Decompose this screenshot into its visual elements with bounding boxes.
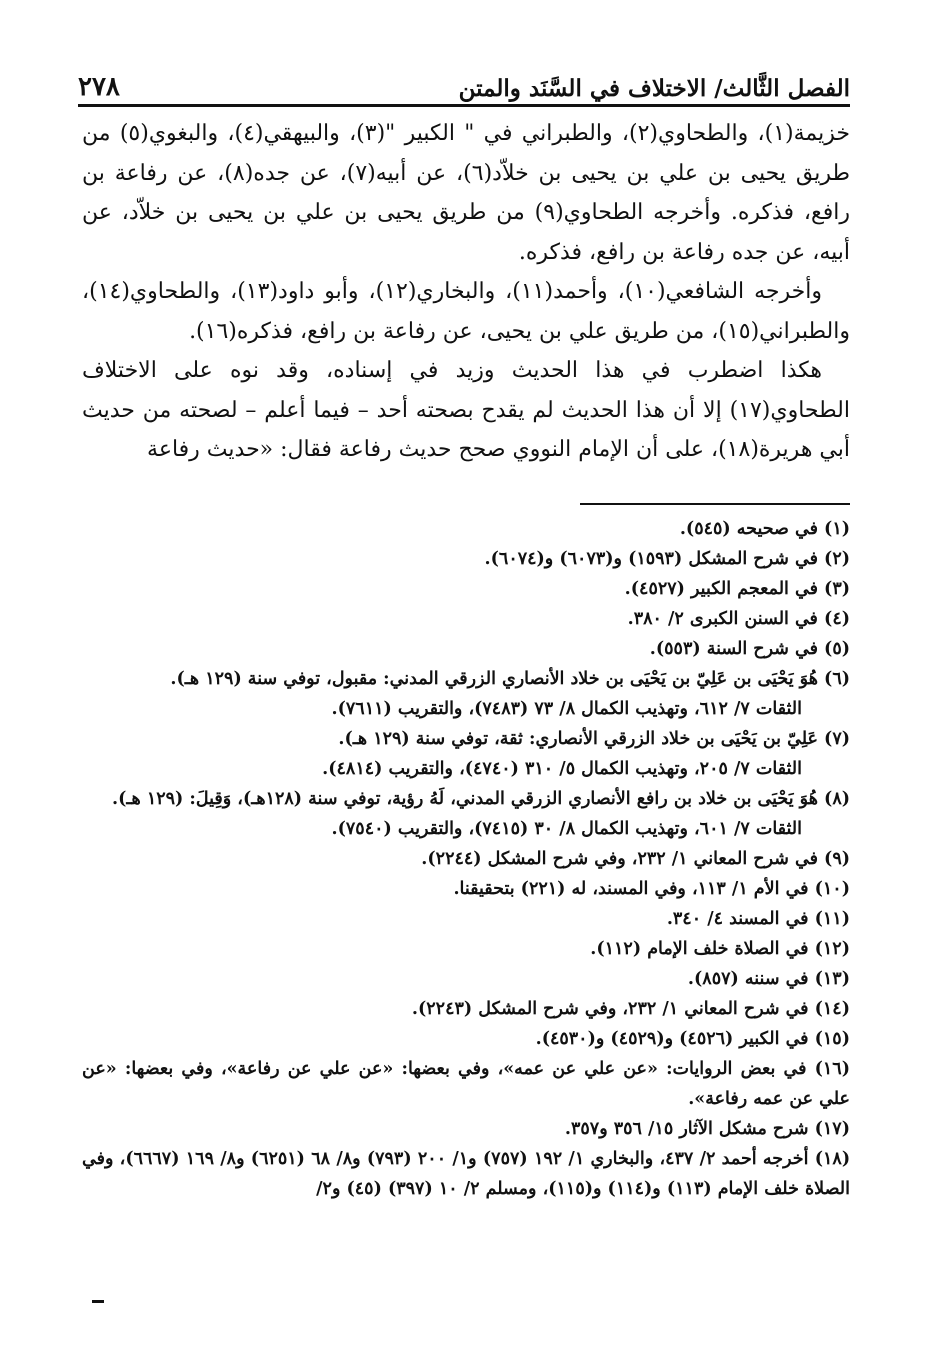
footnote-text: (٨) هُوَ يَحْيَى بن خلاد بن رافع الأنصاري الزرقي المدني، لَهُ رؤية، توفي سنة (١٢٨هـ)، وَقِيلَ: (١٢٩ هـ).: [111, 789, 850, 809]
footnote: [82, 544, 850, 574]
paragraph: هكذا اضطرب في هذا الحديث وزيد في إسناده، وقد نوه على الاختلاف الطحاوي(١٧) إلا أن هذا الحديث لم يقدح بصحته أحد – فيما أعلم – لصحته من حديث أبي هريرة(١٨)، على أن الإمام النووي صحح حديث رفاعة فقال: «حديث رفاعة: [82, 358, 850, 462]
footnote: [82, 1054, 850, 1114]
footnote-text: (١٠) في الأم ١/ ١١٣، وفي المسند، له (٢٢١) بتحقيقنا.: [453, 879, 850, 899]
footnote-text: (١٨) أخرجه أحمد ٢/ ٤٣٧، والبخاري ١/ ١٩٢ (٧٥٧) و١/ ٢٠٠ (٧٩٣) و٨/ ٦٨ (٦٢٥١) و٨/ ١٦٩ (٦٦٦٧)، وفي الصلاة خلف الإمام (١١٣) و(١١٤) و(١١٥)، ومسلم ٢/ ١٠ (٣٩٧) (٤٥) و٢/: [82, 1149, 851, 1199]
footnote-text: (٤) في السنن الكبرى ٢/ ٣٨٠.: [627, 609, 850, 629]
footnote: [82, 874, 850, 904]
footnote: [82, 634, 850, 664]
footnote-text: (١) في صحيحه (٥٤٥).: [679, 519, 850, 539]
footnote: [82, 724, 850, 784]
paragraph: خزيمة(١)، والطحاوي(٢)، والطبراني في " الكبير "(٣)، والبيهقي(٤)، والبغوي(٥) من طريق يحيى بن علي بن يحيى بن خلاّد(٦)، عن أبيه(٧)، عن جده(٨)، عن رفاعة بن رافع، فذكره. وأخرجه الطحاوي(٩) من طريق يحيى بن علي بن يحيى بن خلاّد، عن أبيه، عن جده رفاعة بن رافع، فذكره.: [82, 121, 850, 265]
footnote: [82, 1114, 850, 1144]
footnote-text: (٩) في شرح المعاني ١/ ٢٣٢، وفي شرح المشكل (٢٢٤٤).: [421, 849, 850, 869]
footnotes: [82, 514, 850, 1204]
footnote-separator: [580, 503, 850, 505]
footnote: [82, 514, 850, 544]
footnote: [82, 994, 850, 1024]
footnote-text: (١٦) في بعض الروايات: «عن علي عن عمه»، وفي بعضها: «عن علي عن رفاعة»، وفي بعضها: «عن علي عن عمه رفاعة».: [82, 1059, 850, 1109]
footnote: [82, 574, 850, 604]
footnote: [82, 664, 850, 724]
footnote-text: (١٧) شرح مشكل الآثار ١٥/ ٣٥٦ و٣٥٧.: [564, 1119, 850, 1139]
page-number: ٢٧٨: [78, 72, 120, 102]
footnote-text: (١٥) في الكبير (٤٥٢٦) و(٤٥٢٩) و(٤٥٣٠).: [535, 1029, 850, 1049]
continuation-dash: [92, 1300, 104, 1303]
footnote: [82, 784, 850, 844]
page-header: [78, 62, 850, 102]
main-text: [82, 114, 850, 470]
footnote: [82, 604, 850, 634]
footnote: [82, 844, 850, 874]
footnote: [82, 964, 850, 994]
footnote-text: (٣) في المعجم الكبير (٤٥٢٧).: [624, 579, 850, 599]
header-rule: [78, 104, 850, 107]
footnote: [82, 904, 850, 934]
paragraph: وأخرجه الشافعي(١٠)، وأحمد(١١)، والبخاري(١٢)، وأبو داود(١٣)، والطحاوي(١٤)، والطبراني(١٥)، من طريق علي بن يحيى، عن رفاعة بن رافع، فذكره(١٦).: [82, 279, 850, 344]
footnote: [82, 1144, 850, 1204]
footnote-text: (٦) هُوَ يَحْيَى بن عَلِيّ بن يَحْيَى بن خلاد الأنصاري الزرقي المدني: مقبول، توفي سنة (١٢٩ هـ).: [170, 669, 850, 689]
footnote-text: (١٣) في سننه (٨٥٧).: [687, 969, 850, 989]
footnote-text: (١١) في المسند ٤/ ٣٤٠.: [666, 909, 850, 929]
footnote-text: (٥) في شرح السنة (٥٥٣).: [649, 639, 850, 659]
footnote-continuation: الثقات ٧/ ٦٠١، وتهذيب الكمال ٨/ ٣٠ (٧٤١٥)، والتقريب (٧٥٤٠).: [331, 819, 802, 839]
footnote-text: (٧) عَلِيّ بن يَحْيَى بن خلاد الزرقي الأنصاري: ثقة، توفي سنة (١٢٩ هـ).: [338, 729, 850, 749]
footnote-text: (٢) في شرح المشكل (١٥٩٣) و(٦٠٧٣) و(٦٠٧٤).: [484, 549, 850, 569]
footnote-continuation: الثقات ٧/ ٦١٢، وتهذيب الكمال ٨/ ٧٣ (٧٤٨٣)، والتقريب (٧٦١١).: [331, 699, 802, 719]
footnote: [82, 1024, 850, 1054]
chapter-title: الفصل الثَّالث/ الاختلاف في السَّنَد والمتن: [458, 75, 850, 102]
footnote-continuation: الثقات ٧/ ٢٠٥، وتهذيب الكمال ٥/ ٣١٠ (٤٧٤٠)، والتقريب (٤٨١٤).: [322, 759, 802, 779]
footnote-text: (١٤) في شرح المعاني ١/ ٢٣٢، وفي شرح المشكل (٢٢٤٣).: [411, 999, 850, 1019]
footnote-text: (١٢) في الصلاة خلف الإمام (١١٢).: [590, 939, 850, 959]
footnote: [82, 934, 850, 964]
